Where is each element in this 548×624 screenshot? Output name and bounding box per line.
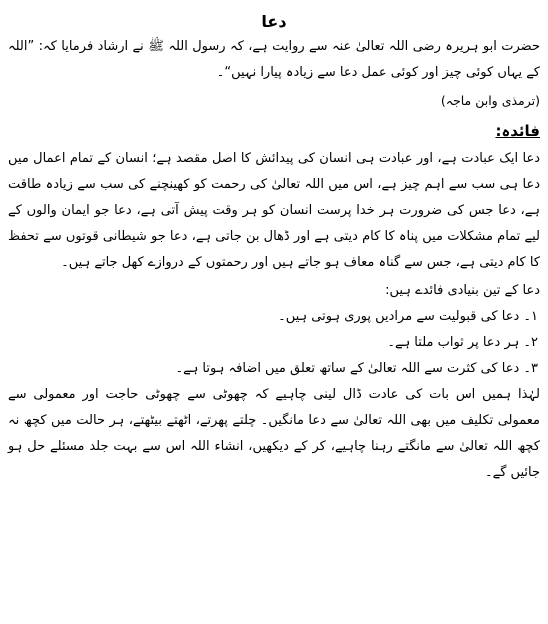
benefit-item: ۱۔ دعا کی قبولیت سے مرادیں پوری ہوتی ہیں۔	[278, 309, 538, 324]
page-title: دعا	[261, 12, 287, 31]
hadith-source: (ترمذی وابن ماجہ)	[440, 93, 540, 108]
faida-paragraph: دعا ایک عبادت ہے، اور عبادت ہی انسان کی پیدائش کا اصل مقصد ہے؛ انسان کے تمام اعمال میں دعا ہی سب سے اہم چیز ہے، اس میں اللہ تعالیٰ کی رحمت کو کھینچنے کی سب سے زیادہ طاقت ہے، دعا جس کی ضرورت ہر خدا پرست انسان کو ہر وقت پیش آتی ہے، دعا جو ایمان والوں کے لیے تمام مشکلات میں پناہ کا کام دیتی ہے اور ڈھال بن جاتی ہے، دعا جو شیطانی قوتوں سے تحفظ کا کام دیتی ہے، جس سے گناہ معاف ہو جاتے ہیں اور رحمتوں کے دروازے کھل جاتے ہیں۔	[8, 151, 540, 270]
benefits-intro: دعا کے تین بنیادی فائدے ہیں:	[385, 283, 540, 298]
conclusion-paragraph: لہٰذا ہمیں اس بات کی عادت ڈال لینی چاہیے کہ چھوٹی سے چھوٹی حاجت اور معمولی سے معمولی تکلیف میں بھی اللہ تعالیٰ سے دعا مانگیں۔ چلتے پھرتے، اٹھتے بیٹھتے، ہر حالت میں کچھ نہ کچھ اللہ تعالیٰ سے مانگتے رہنا چاہیے، کر کے دیکھیں، انشاء اللہ اس سے بہت جلد مسئلے حل ہو جائیں گے۔	[8, 387, 540, 480]
benefit-item: ۳۔ دعا کی کثرت سے اللہ تعالیٰ کے ساتھ تعلق میں اضافہ ہوتا ہے۔	[175, 361, 538, 376]
faida-heading: فائدہ:	[495, 122, 540, 140]
benefit-item: ۲۔ ہر دعا پر ثواب ملتا ہے۔	[387, 335, 538, 350]
hadith-text: حضرت ابو ہریرہ رضی اللہ تعالیٰ عنہ سے روایت ہے، کہ رسول اللہ ﷺ نے ارشاد فرمایا کہ: ”اللہ کے یہاں کوئی چیز اور کوئی عمل دعا سے زیادہ پیارا نہیں“۔	[8, 39, 540, 80]
